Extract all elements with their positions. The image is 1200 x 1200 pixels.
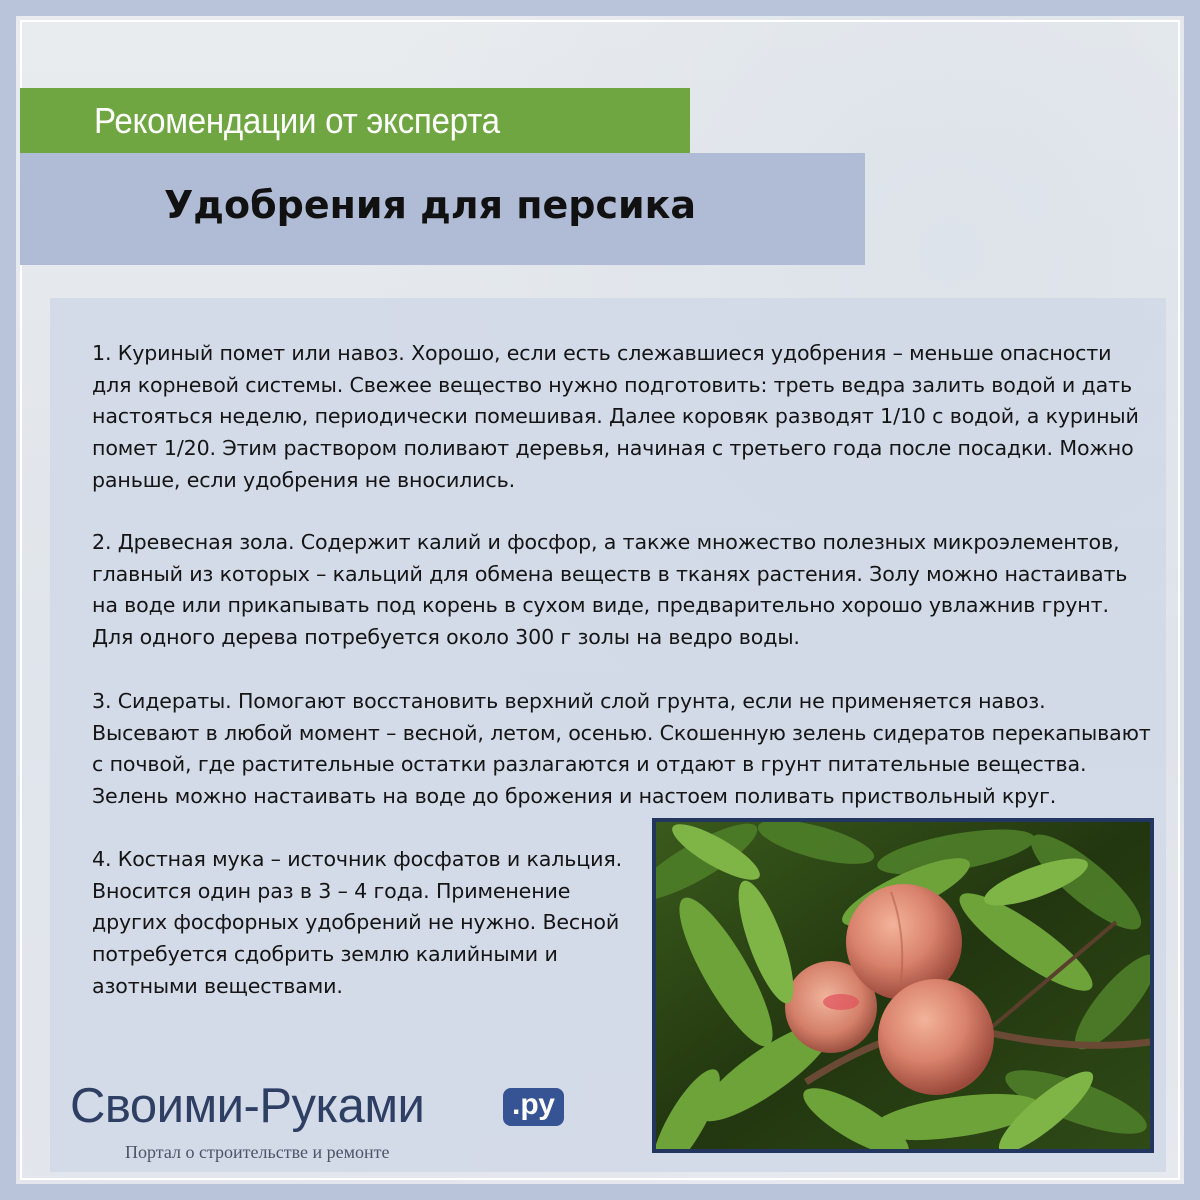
content-panel (50, 298, 1166, 1172)
site-logo-domain: .ру (503, 1088, 564, 1126)
page-title: Удобрения для персика (164, 183, 697, 227)
paragraph-bone-meal: 4. Костная мука – источник фосфатов и кальция. Вносится один раз в 3 – 4 года. Применение других фосфорных удобрений не нужно. Весной потребуется сдобрить землю калийными и азотными веществами. (92, 847, 622, 998)
site-tagline: Портал о строительстве и ремонте (125, 1142, 390, 1162)
paragraph-chicken-manure: 1. Куриный помет или навоз. Хорошо, если есть слежавшиеся удобрения – меньше опасности для корневой системы. Свежее вещество нужно подготовить: треть ведра залить водой и дать настояться неделю, периодически помешивая. Далее коровяк разводят 1/10 с водой, а куриный помет 1/20. Этим раствором поливают деревья, начиная с третьего года после посадки. Можно раньше, если удобрения не вносились. (92, 341, 1139, 492)
peach-illustration (656, 822, 1150, 1149)
peach-photo (652, 818, 1154, 1153)
paragraph-green-manure: 3. Сидераты. Помогают восстановить верхний слой грунта, если не применяется навоз. Высевают в любой момент – весной, летом, осенью. Скошенную зелень сидератов перекапывают с почвой, где растительные остатки разлагаются и отдают в грунт питательные вещества. Зелень можно настаивать на воде до брожения и настоем поливать приствольный круг. (92, 689, 1151, 809)
subtitle-text: Рекомендации от эксперта (94, 100, 500, 141)
site-logo: Своими-Руками (70, 1079, 425, 1133)
paragraph-wood-ash: 2. Древесная зола. Содержит калий и фосфор, а также множество полезных микроэлементов, главный из которых – кальций для обмена веществ в тканях растения. Золу можно настаивать на воде или прикапывать под корень в сухом виде, предварительно хорошо увлажнив грунт. Для одного дерева потребуется около 300 г золы на ведро воды. (92, 530, 1128, 650)
